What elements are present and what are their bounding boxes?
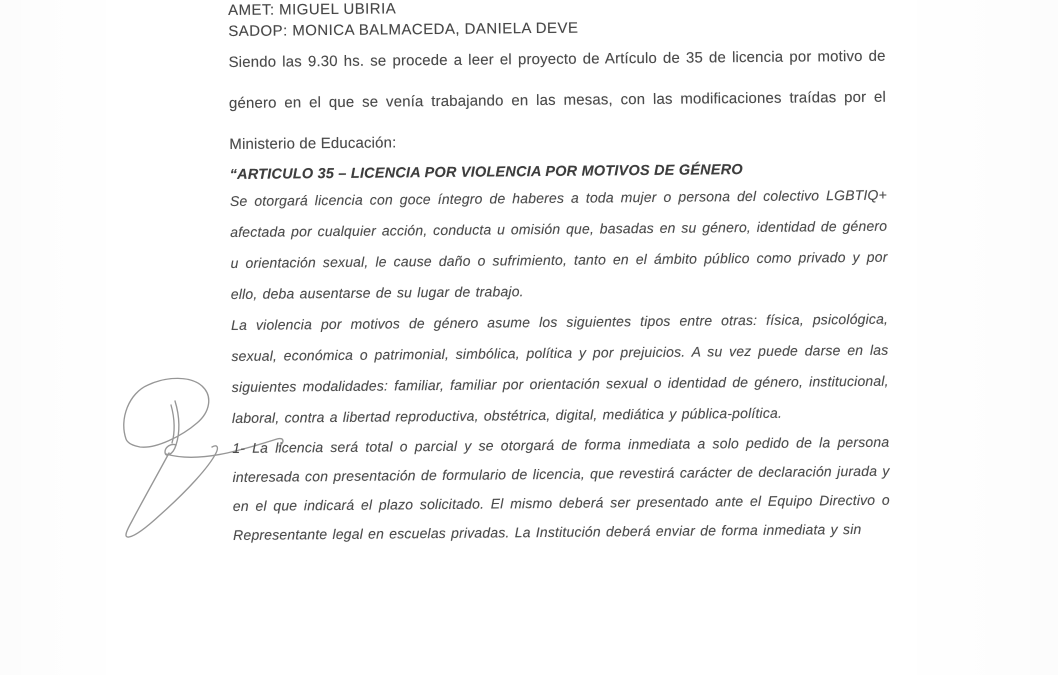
document-text-column: [228, 0, 890, 550]
article-paragraph-violence-types: La violencia por motivos de género asume los siguientes tipos entre otras: física, psicológica, sexual, económica o patrimonial, simbólica, política y por prejuicios. A su vez puede darse en las siguientes modalidades: familiar, familiar por orientación sexual o identidad de género, institucional, laboral, contra a libertad reproductiva, obstétrica, digital, mediática y pública-política.: [231, 310, 889, 426]
article-paragraph-scope: Se otorgará licencia con goce íntegro de haberes a toda mujer o persona del colectivo LGBTIQ+ afectada por cualquier acción, conducta u omisión que, basadas en su género, identidad de género u orientación sexual, le cause daño o sufrimiento, tanto en el ámbito público como privado y por ello, deba ausentarse de su lugar de trabajo.: [229, 186, 888, 302]
attendee-line-sadop: SADOP: MONICA BALMACEDA, DANIELA DEVE: [228, 19, 579, 40]
intro-paragraph: Siendo las 9.30 hs. se procede a leer el proyecto de Artículo de 35 de licencia por motivo de género en el que se venía trabajando en las mesas, con las modificaciones traídas por el Ministerio de Educación:: [228, 47, 887, 153]
article-35-heading: “ARTICULO 35 – LICENCIA POR VIOLENCIA POR MOTIVOS DE GÉNERO: [229, 162, 743, 183]
article-paragraph-clause-1: 1- La licencia será total o parcial y se otorgará de forma inmediata a solo pedido de la persona interesada con presentación de formulario de licencia, que revestirá carácter de declaración jurada y en el que indicará el plazo solicitado. El mismo deberá ser presentado ante el Equipo Directivo o Representante legal en escuelas privadas. La Institución deberá enviar de forma inmediata y sin: [232, 433, 890, 543]
attendee-line-amet: AMET: MIGUEL UBIRIA: [228, 0, 397, 19]
